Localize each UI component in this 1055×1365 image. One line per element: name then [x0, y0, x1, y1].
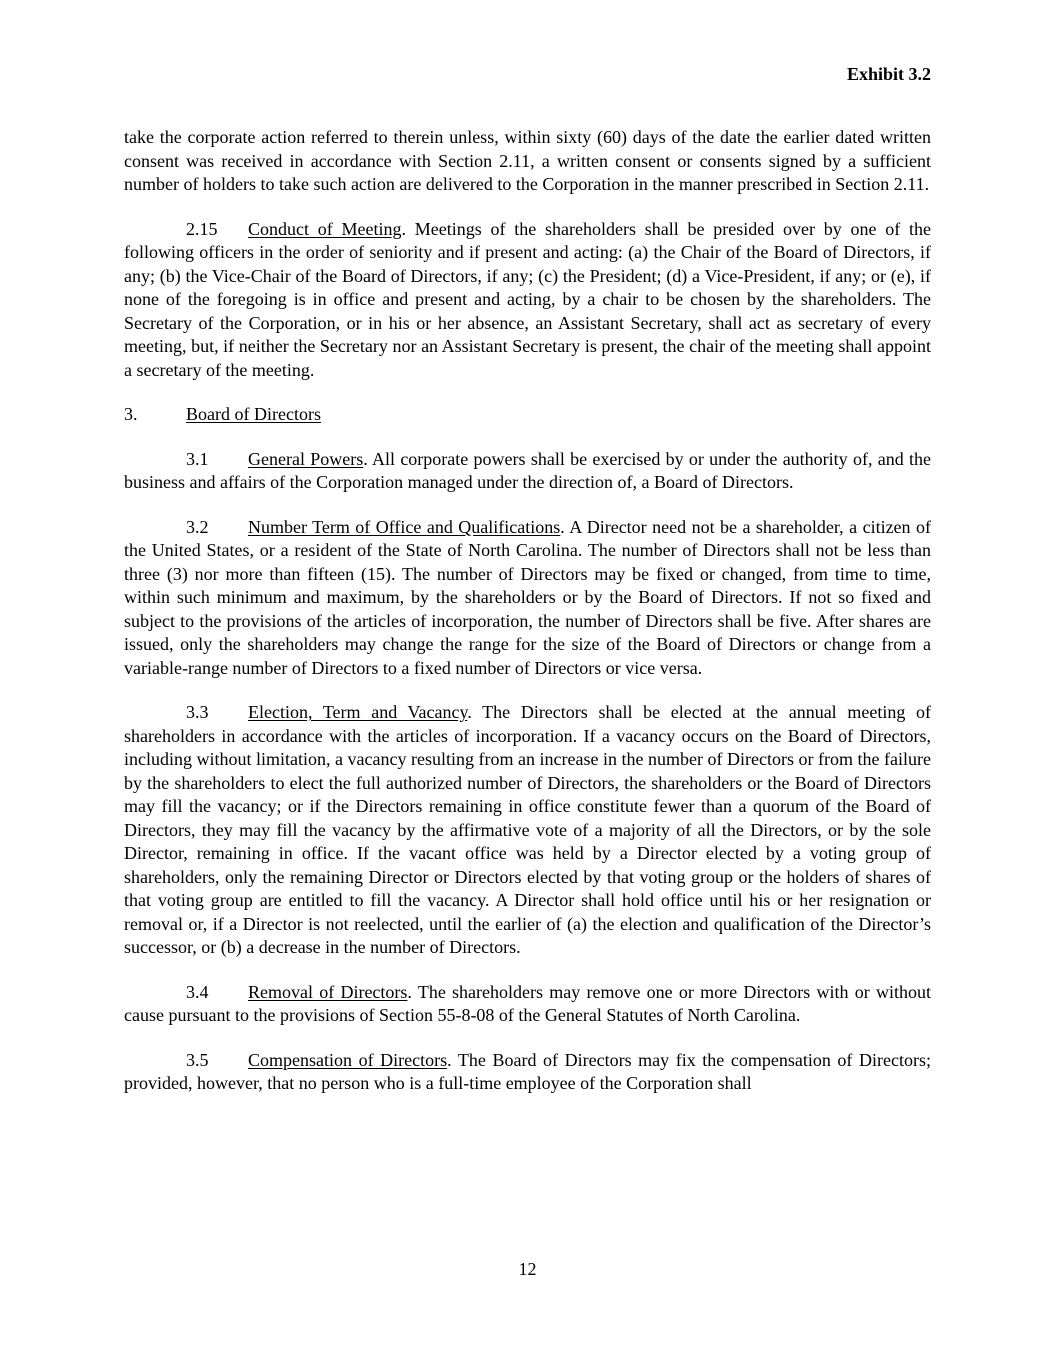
section-title: Board of Directors	[186, 404, 321, 424]
section-number: 3.1	[186, 448, 209, 469]
section-3-2	[124, 516, 931, 681]
paragraph-text: take the corporate action referred to therein unless, within sixty (60) days of the date the earlier dated written consent was received in accordance with Section 2.11, a written consent or consents signed by a sufficient number of holders to take such action are delivered to the Corporation in the manner prescribed in Section 2.11.	[124, 127, 931, 194]
section-title: General Powers	[248, 448, 364, 469]
section-text: . The Board of Directors may fix the compensation of Directors; provided, however, that no person who is a full-time employee of the Corporation shall	[124, 1049, 931, 1093]
section-3-4	[124, 981, 931, 1028]
section-title: Removal of Directors	[248, 981, 408, 1002]
section-number: 3.3	[186, 702, 209, 722]
section-2-15	[124, 218, 931, 383]
section-3-1	[124, 448, 931, 495]
page-number: 12	[518, 1259, 537, 1279]
paragraph-continuation	[124, 126, 931, 197]
section-number: 3.2	[186, 516, 209, 537]
section-number: 3.5	[186, 1049, 209, 1070]
section-3-heading	[124, 403, 931, 427]
section-title: Conduct of Meeting	[248, 218, 402, 239]
section-3-3	[124, 701, 931, 960]
section-text: . The Directors shall be elected at the annual meeting of shareholders in accordance with the articles of incorporation. If a vacancy occurs on the Board of Directors, including without limitation, a vacancy resulting from an increase in the number of Directors or from the failure by the shareholders to elect the full authorized number of Directors, the shareholders or the Board of Directors may fill the vacancy; or if the Directors remaining in office constitute fewer than a quorum of the Board of Directors, they may fill the vacancy by the affirmative vote of a majority of all the Directors, or by the sole Director, remaining in office. If the vacant office was held by a Director elected by a voting group of shareholders, only the remaining Director or Directors elected by that voting group or the holders of shares of that voting group are entitled to fill the vacancy. A Director shall hold office until his or her resignation or removal or, if a Director is not reelected, until the earlier of (a) the election and qualification of the Director’s successor, or (b) a decrease in the number of Directors.	[124, 702, 931, 957]
section-number: 3.4	[186, 981, 209, 1002]
section-text: . All corporate powers shall be exercised by or under the authority of, and the business and affairs of the Corporation managed under the direction of, a Board of Directors.	[124, 448, 931, 492]
section-title: Compensation of Directors	[248, 1049, 448, 1070]
section-3-5	[124, 1049, 931, 1096]
section-text: . Meetings of the shareholders shall be presided over by one of the following officers in the order of seniority and if present and acting: (a) the Chair of the Board of Directors, if any; (b) the Vice-Chair of the Board of Directors, if any; (c) the President; (d) a Vice-President, if any; or (e), if none of the foregoing is in office and present and acting, by a chair to be chosen by the shareholders. The Secretary of the Corporation, or in his or her absence, an Assistant Secretary, shall act as secretary of every meeting, but, if neither the Secretary nor an Assistant Secretary is present, the chair of the meeting shall appoint a secretary of the meeting.	[124, 218, 931, 380]
section-title: Number Term of Office and Qualifications	[248, 516, 561, 537]
document-body	[124, 126, 931, 1117]
section-text: . A Director need not be a shareholder, a citizen of the United States, or a resident of the State of North Carolina. The number of Directors shall not be less than three (3) nor more than fifteen (15). The number of Directors may be fixed or changed, from time to time, within such minimum and maximum, by the shareholders or by the Board of Directors. If not so fixed and subject to the provisions of the articles of incorporation, the number of Directors shall be five. After shares are issued, only the shareholders may change the range for the size of the Board of Directors or change from a variable-range number of Directors to a fixed number of Directors or vice versa.	[124, 516, 931, 678]
section-text: . The shareholders may remove one or more Directors with or without cause pursuant to the provisions of Section 55-8-08 of the General Statutes of North Carolina.	[124, 981, 932, 1025]
section-number: 2.15	[186, 218, 218, 239]
section-title: Election, Term and Vacancy	[248, 702, 468, 722]
section-number: 3.	[124, 404, 138, 424]
exhibit-label: Exhibit 3.2	[846, 64, 931, 84]
